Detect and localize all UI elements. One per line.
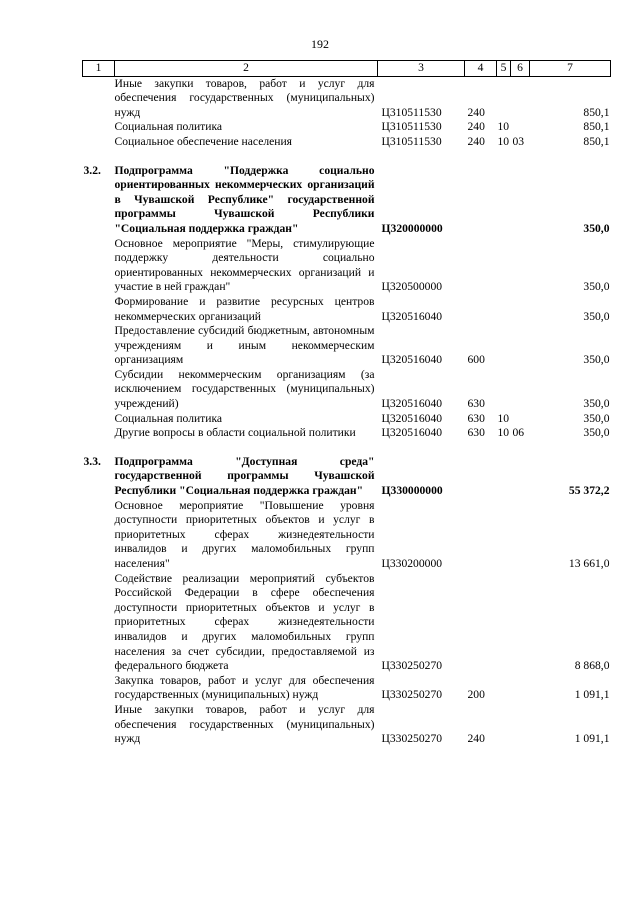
subsection-code (511, 295, 530, 324)
subsection-code (511, 164, 530, 237)
target-article-code: Ц330200000 (381, 557, 443, 570)
subsection-code: 06 (512, 426, 525, 440)
target-article-code: Ц320516040 (381, 309, 443, 323)
expense-type: 630 (467, 426, 485, 440)
row-name: Иные закупки товаров, работ и услуг для обеспечения государственных (муниципальных) нужд (114, 702, 375, 746)
row-number: 3.2. (83, 163, 101, 177)
row-number (83, 368, 115, 412)
target-article-code: Ц330250270 (381, 688, 443, 702)
amount: 350,0 (583, 397, 610, 411)
subsection-code (511, 674, 530, 703)
section-code: 10 (497, 120, 510, 134)
table-row (83, 703, 611, 747)
subsection-code (511, 499, 530, 572)
row-name: Подпрограмма "Поддержка социально ориентированных некоммерческих организаций в Чувашской Республике" государственной программы Чувашской Республики "Социальная поддержка граждан" (114, 163, 375, 235)
row-name: Содействие реализации мероприятий субъектов Российской Федерации в сфере обеспечения доступности приоритетных объектов и услуг в приоритетных сферах жизнедеятельности инвалидов и других маломобильных групп населения за счет субсидии, предоставляемой из федерального бюджета (114, 571, 375, 673)
row-number (83, 120, 115, 135)
section-code (497, 324, 511, 368)
row-number (83, 324, 115, 368)
target-article-code: Ц320500000 (381, 280, 443, 294)
section-code (497, 76, 511, 120)
subsection-code (511, 412, 530, 427)
amount: 350,0 (583, 411, 610, 425)
row-name: Социальная политика (114, 411, 223, 425)
table-row (83, 572, 611, 674)
expense-type: 200 (467, 688, 485, 702)
target-article-code: Ц330250270 (381, 732, 443, 746)
table-row (83, 120, 611, 135)
expense-type: 240 (467, 134, 485, 148)
target-article-code: Ц310511530 (381, 120, 442, 134)
expense-type: 240 (467, 732, 485, 746)
target-article-code: Ц310511530 (381, 134, 442, 148)
row-number: 3.3. (83, 454, 101, 468)
spacer-cell (83, 150, 611, 164)
target-article-code: Ц320516040 (381, 411, 443, 425)
expense-type (465, 455, 497, 499)
amount: 13 661,0 (568, 557, 610, 570)
page-number: 192 (311, 37, 329, 51)
subsection-code (511, 572, 530, 674)
table-row (83, 499, 611, 572)
column-header: 6 (511, 61, 530, 77)
row-name: Социальное обеспечение населения (114, 134, 293, 148)
row-name: Социальная политика (114, 120, 223, 134)
expense-type: 240 (467, 120, 485, 134)
row-number (83, 412, 115, 427)
table-row (83, 237, 611, 295)
subsection-code (511, 455, 530, 499)
table-row (83, 295, 611, 324)
expense-type (465, 237, 497, 295)
subsection-code (511, 76, 530, 120)
column-header: 5 (497, 61, 511, 77)
column-header-row (83, 61, 611, 77)
section-code: 10 (497, 411, 510, 425)
section-code (497, 295, 511, 324)
budget-table (82, 60, 611, 747)
target-article-code: Ц330000000 (381, 484, 443, 498)
row-name: Формирование и развитие ресурсных центров некоммерческих организаций (114, 294, 375, 323)
row-number (83, 499, 115, 572)
amount: 8 868,0 (574, 659, 610, 673)
table-row (83, 674, 611, 703)
section-code (497, 455, 511, 499)
row-number (83, 572, 115, 674)
row-number (83, 295, 115, 324)
subsection-code: 03 (512, 134, 525, 148)
amount: 850,1 (583, 134, 610, 148)
table-body (83, 76, 611, 747)
section-code: 10 (497, 426, 510, 440)
expense-type (465, 572, 497, 674)
expense-type (465, 499, 497, 572)
target-article-code: Ц330250270 (381, 659, 443, 673)
column-header: 3 (378, 61, 465, 77)
section-code (497, 237, 511, 295)
expense-type: 630 (467, 397, 485, 411)
amount: 850,1 (583, 120, 610, 134)
row-number (83, 237, 115, 295)
table-row (83, 76, 611, 120)
expense-type: 600 (467, 353, 485, 367)
row-number (83, 703, 115, 747)
row-number (83, 135, 115, 150)
subsection-code (511, 703, 530, 747)
row-number (83, 426, 115, 441)
amount: 350,0 (583, 426, 610, 440)
column-header: 4 (465, 61, 497, 77)
column-header: 1 (83, 61, 115, 77)
section-code (497, 703, 511, 747)
table-row (83, 135, 611, 150)
amount: 850,1 (583, 105, 610, 119)
row-name: Закупка товаров, работ и услуг для обеспечения государственных (муниципальных) нужд (114, 673, 375, 702)
table-row (83, 324, 611, 368)
row-name: Подпрограмма "Доступная среда" государственной программы Чувашской Республики "Социальная поддержка граждан" (114, 454, 375, 498)
table-row (83, 412, 611, 427)
target-article-code: Ц320516040 (381, 397, 443, 411)
row-name: Иные закупки товаров, работ и услуг для обеспечения государственных (муниципальных) нужд (114, 76, 375, 119)
row-name: Основное мероприятие "Меры, стимулирующие поддержку деятельности социально ориентированных некоммерческих организаций и участие в ней граждан" (114, 236, 375, 294)
subsection-code (511, 368, 530, 412)
subsection-code (511, 120, 530, 135)
section-code (497, 499, 511, 572)
row-name: Другие вопросы в области социальной политики (114, 426, 356, 440)
amount: 350,0 (583, 280, 610, 294)
table-row (83, 426, 611, 441)
section-code (497, 164, 511, 237)
section-code (497, 572, 511, 674)
target-article-code: Ц310511530 (381, 105, 442, 119)
row-name: Предоставление субсидий бюджетным, автономным учреждениям и иным некоммерческим организациям (114, 324, 375, 367)
spacer-cell (83, 441, 611, 455)
amount: 1 091,1 (574, 732, 610, 746)
subsection-code (511, 324, 530, 368)
section-code (497, 368, 511, 412)
column-header: 7 (530, 61, 611, 77)
row-number (83, 76, 115, 120)
expense-type (465, 295, 497, 324)
row-name: Субсидии некоммерческим организациям (за исключением государственных (муниципальных) учреждений) (114, 367, 375, 411)
amount: 350,0 (583, 353, 610, 367)
amount: 55 372,2 (568, 484, 610, 498)
column-header: 2 (115, 61, 378, 77)
target-article-code: Ц320516040 (381, 353, 443, 367)
amount: 350,0 (583, 309, 610, 323)
target-article-code: Ц320000000 (381, 221, 443, 235)
row-number (83, 674, 115, 703)
table-row (83, 368, 611, 412)
section-code (497, 674, 511, 703)
subprogram-row (83, 164, 611, 237)
row-name: Основное мероприятие "Повышение уровня доступности приоритетных объектов и услуг в приоритетных сферах жизнедеятельности инвалидов и других маломобильных групп населения" (114, 498, 375, 570)
subsection-code (511, 237, 530, 295)
section-code: 10 (497, 134, 510, 148)
expense-type: 630 (467, 411, 485, 425)
amount: 1 091,1 (574, 688, 610, 702)
amount: 350,0 (583, 221, 610, 235)
expense-type: 240 (467, 105, 485, 119)
spacer-row (83, 150, 611, 164)
expense-type (465, 164, 497, 237)
spacer-row (83, 441, 611, 455)
subprogram-row (83, 455, 611, 499)
target-article-code: Ц320516040 (381, 426, 443, 440)
